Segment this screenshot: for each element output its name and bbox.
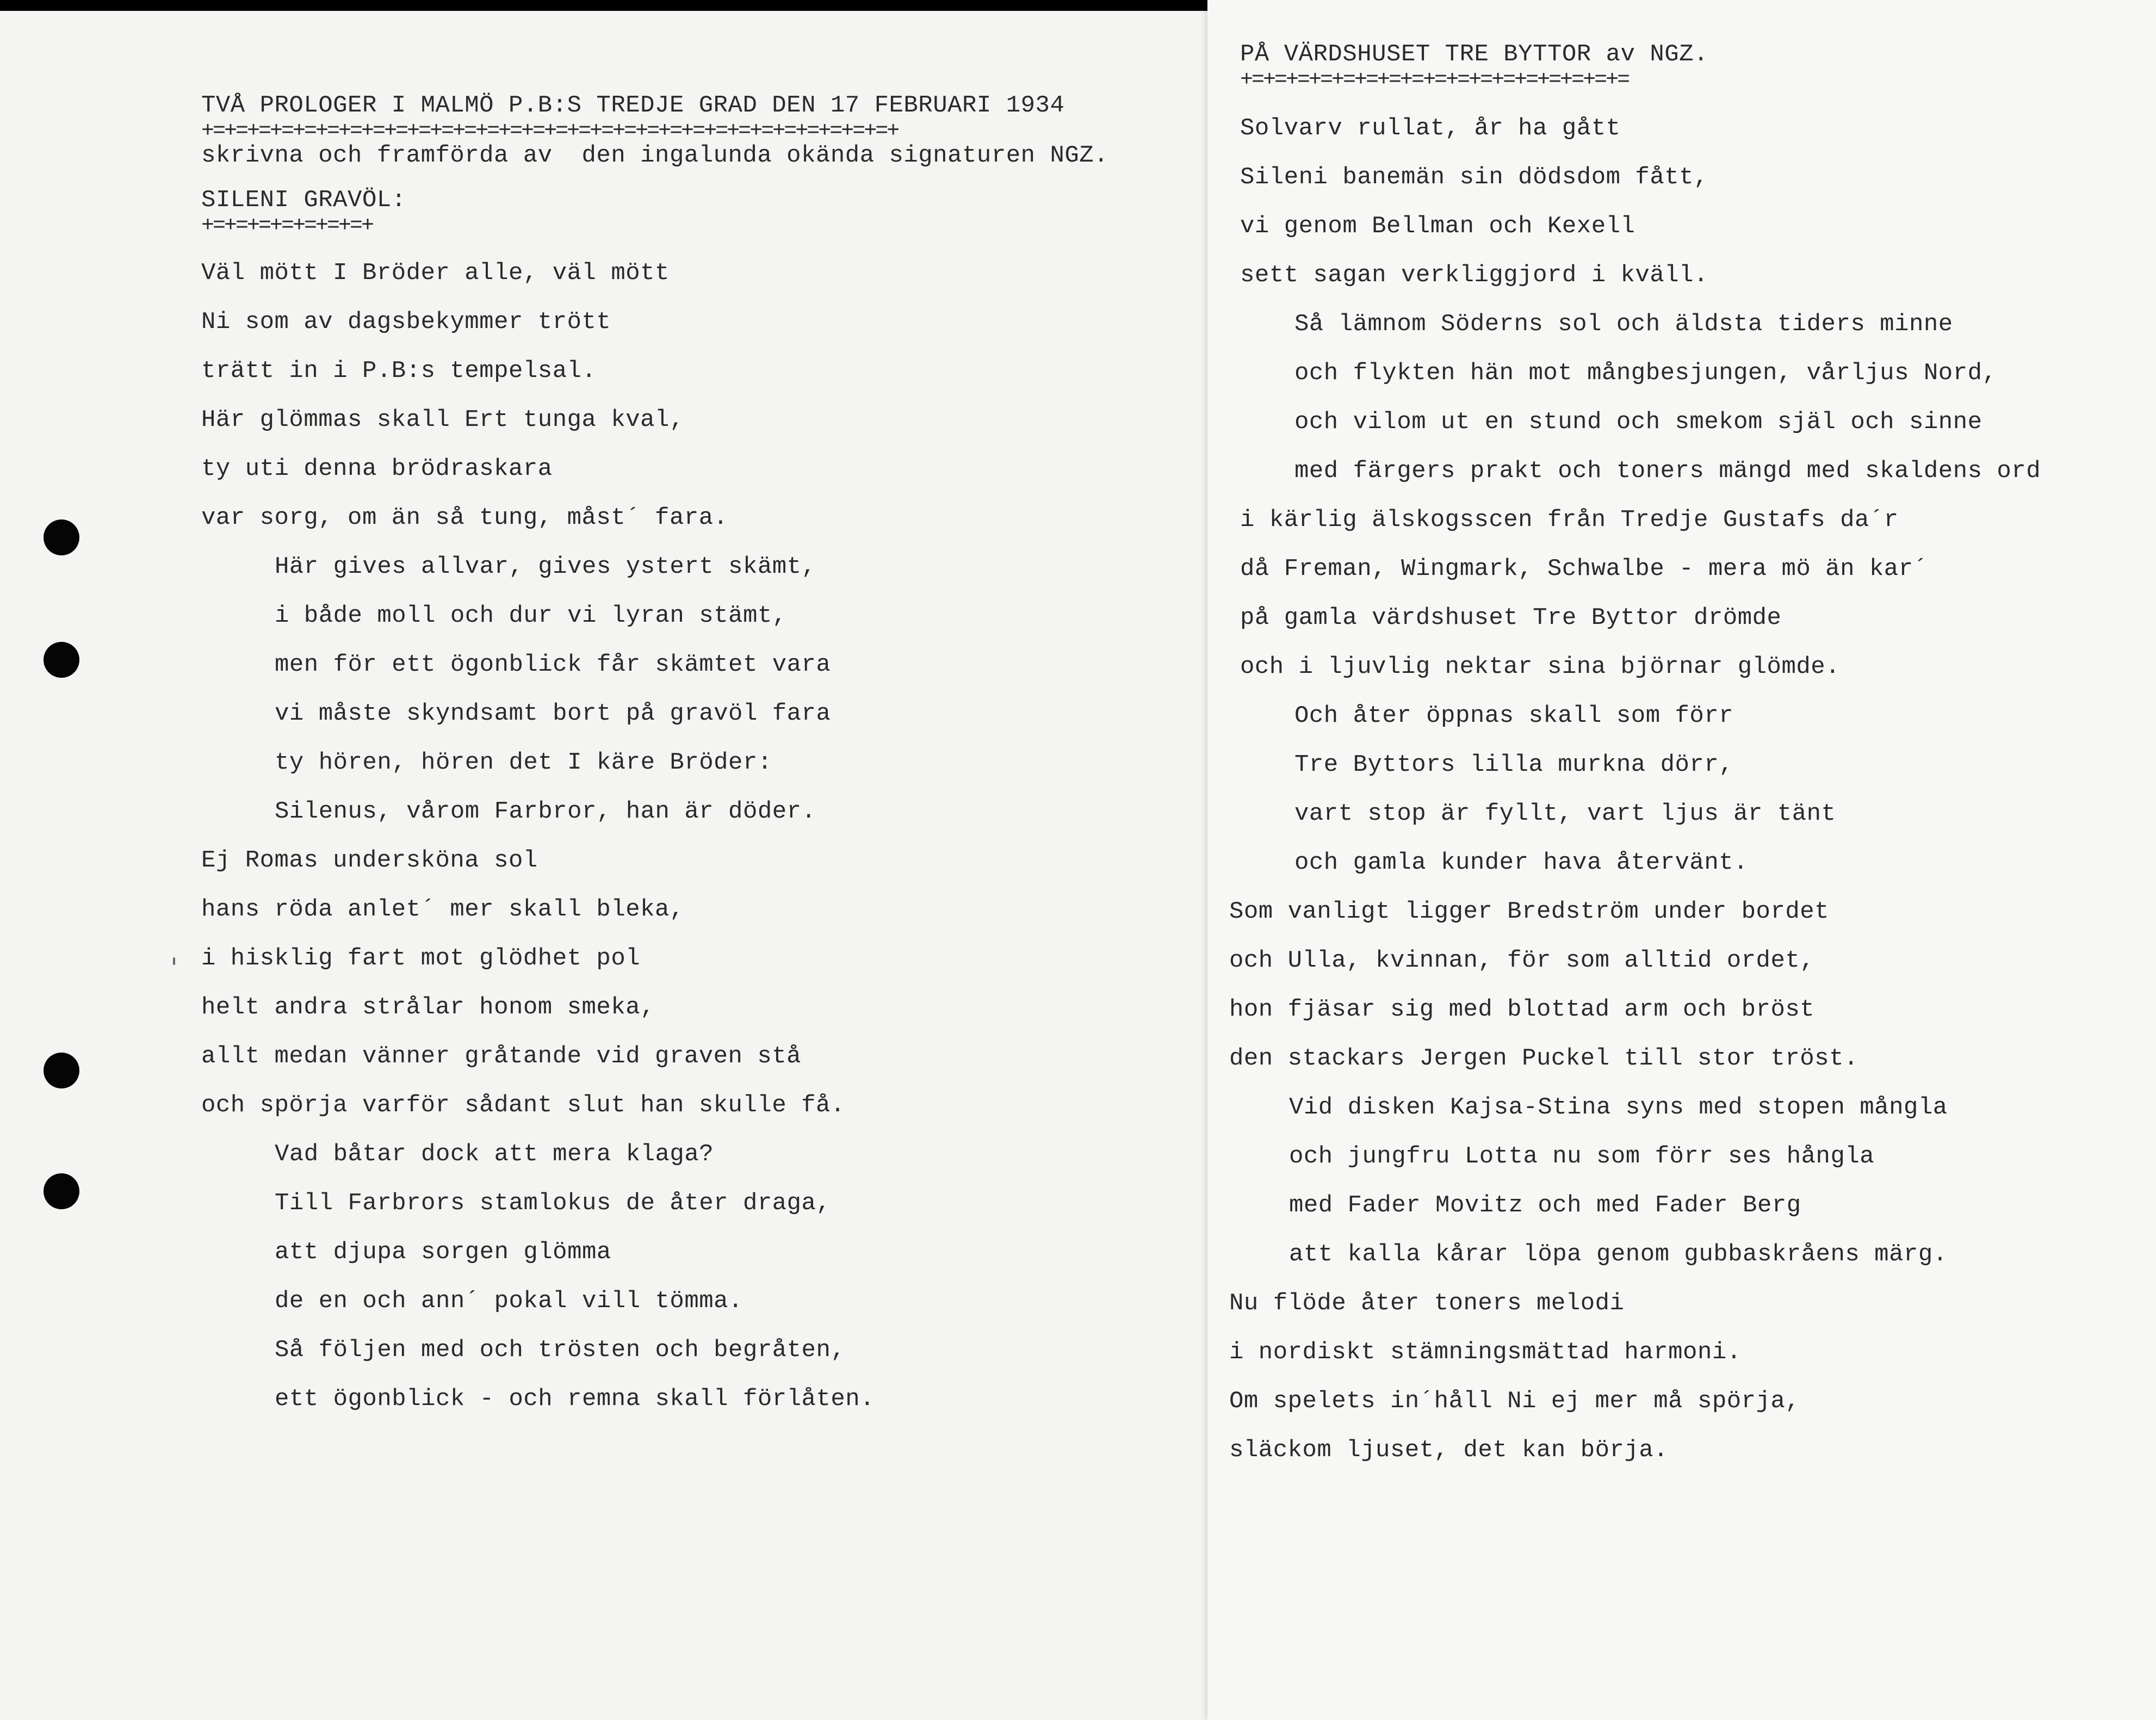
poem-line: Vid disken Kajsa-Stina syns med stopen mångla (1289, 1094, 1948, 1121)
margin-mark (173, 957, 175, 965)
poem-line: i hisklig fart mot glödhet pol (201, 945, 641, 972)
punch-hole (44, 1053, 79, 1088)
poem-line: att djupa sorgen glömma (275, 1239, 611, 1266)
poem-line: hon fjäsar sig med blottad arm och bröst (1229, 996, 1815, 1023)
poem-line: Vad båtar dock att mera klaga? (275, 1141, 714, 1168)
right-page (1207, 0, 2156, 1720)
poem-line: i både moll och dur vi lyran stämt, (275, 602, 787, 629)
poem-line: i kärlig älskogsscen från Tredje Gustafs da´r (1240, 506, 1899, 534)
poem-line: ty hören, hören det I käre Bröder: (275, 749, 772, 776)
poem-line: och i ljuvlig nektar sina björnar glömde. (1240, 653, 1841, 680)
poem-line: ett ögonblick - och remna skall förlåten. (275, 1385, 875, 1413)
poem-line: Och åter öppnas skall som förr (1294, 702, 1734, 729)
poem-line: Så följen med och trösten och begråten, (275, 1337, 846, 1364)
poem-line: Här glömmas skall Ert tunga kval, (201, 406, 684, 434)
poem-line: Tre Byttors lilla murkna dörr, (1294, 751, 1734, 778)
poem-line: Solvarv rullat, år ha gått (1240, 115, 1621, 142)
poem-line: Som vanligt ligger Bredström under bordet (1229, 898, 1830, 925)
punch-hole (44, 1173, 79, 1209)
poem-line: allt medan vänner gråtande vid graven stå (201, 1043, 802, 1070)
page-title: TVÅ PROLOGER I MALMÖ P.B:S TREDJE GRAD DEN 17 FEBRUARI 1934 (201, 92, 1065, 119)
poem-line: då Freman, Wingmark, Schwalbe - mera mö än kar´ (1240, 555, 1928, 583)
poem-line: på gamla värdshuset Tre Byttor drömde (1240, 604, 1782, 632)
poem-line: Så lämnom Söderns sol och äldsta tiders minne (1294, 311, 1953, 338)
section-title: SILENI GRAVÖL: (201, 187, 406, 214)
title-underline: +=+=+=+=+=+=+=+=+=+=+=+=+=+=+=+=+= (1240, 68, 1629, 92)
poem-line: Till Farbrors stamlokus de åter draga, (275, 1190, 831, 1217)
poem-line: att kalla kårar löpa genom gubbaskråens märg. (1289, 1241, 1948, 1268)
poem-line: Ej Romas undersköna sol (201, 847, 538, 874)
poem-line: Sileni banemän sin dödsdom fått, (1240, 164, 1708, 191)
poem-line: med Fader Movitz och med Fader Berg (1289, 1192, 1801, 1219)
poem-line: och Ulla, kvinnan, för som alltid ordet, (1229, 947, 1815, 974)
title-underline: +=+=+=+=+=+=+=+=+=+=+=+=+=+=+=+=+=+=+=+=+=+=+=+=+=+=+=+=+=+=+ (201, 119, 899, 144)
poem-line: i nordiskt stämningsmättad harmoni. (1229, 1339, 1742, 1366)
poem-line: trätt in i P.B:s tempelsal. (201, 357, 597, 385)
poem-line: Väl mött I Bröder alle, väl mött (201, 259, 670, 287)
left-page (0, 11, 1218, 1720)
poem-line: Här gives allvar, gives ystert skämt, (275, 553, 816, 580)
poem-line: och vilom ut en stund och smekom själ och sinne (1294, 409, 1982, 436)
poem-line: släckom ljuset, det kan börja. (1229, 1437, 1669, 1464)
poem-line: hans röda anlet´ mer skall bleka, (201, 896, 684, 923)
poem-line: med färgers prakt och toners mängd med skaldens ord (1294, 457, 2041, 485)
poem-line: vi måste skyndsamt bort på gravöl fara (275, 700, 831, 727)
poem-line: Nu flöde åter toners melodi (1229, 1290, 1625, 1317)
poem-line: sett sagan verkliggjord i kväll. (1240, 262, 1708, 289)
poem-line: Silenus, vårom Farbror, han är döder. (275, 798, 816, 825)
punch-hole (44, 519, 79, 555)
poem-line: och spörja varför sådant slut han skulle få. (201, 1092, 845, 1119)
page-title: PÅ VÄRDSHUSET TRE BYTTOR av NGZ. (1240, 41, 1708, 68)
punch-hole (44, 642, 79, 678)
poem-line: och jungfru Lotta nu som förr ses hångla (1289, 1143, 1875, 1170)
poem-line: helt andra strålar honom smeka, (201, 994, 655, 1021)
poem-line: och flykten hän mot mångbesjungen, vårljus Nord, (1294, 360, 1997, 387)
poem-line: ty uti denna brödraskara (201, 455, 553, 482)
poem-line: var sorg, om än så tung, måst´ fara. (201, 504, 728, 531)
poem-line: men för ett ögonblick får skämtet vara (275, 651, 831, 678)
poem-line: Om spelets in´håll Ni ej mer må spörja, (1229, 1388, 1800, 1415)
poem-line: och gamla kunder hava återvänt. (1294, 849, 1749, 876)
poem-line: vi genom Bellman och Kexell (1240, 213, 1635, 240)
poem-line: den stackars Jergen Puckel till stor tröst. (1229, 1045, 1858, 1072)
poem-line: vart stop är fyllt, vart ljus är tänt (1294, 800, 1836, 827)
section-underline: +=+=+=+=+=+=+=+ (201, 214, 373, 238)
poem-line: de en och ann´ pokal vill tömma. (275, 1288, 743, 1315)
poem-line: Ni som av dagsbekymmer trött (201, 308, 611, 336)
subtitle: skrivna och framförda av den ingalunda okända signaturen NGZ. (201, 142, 1109, 169)
